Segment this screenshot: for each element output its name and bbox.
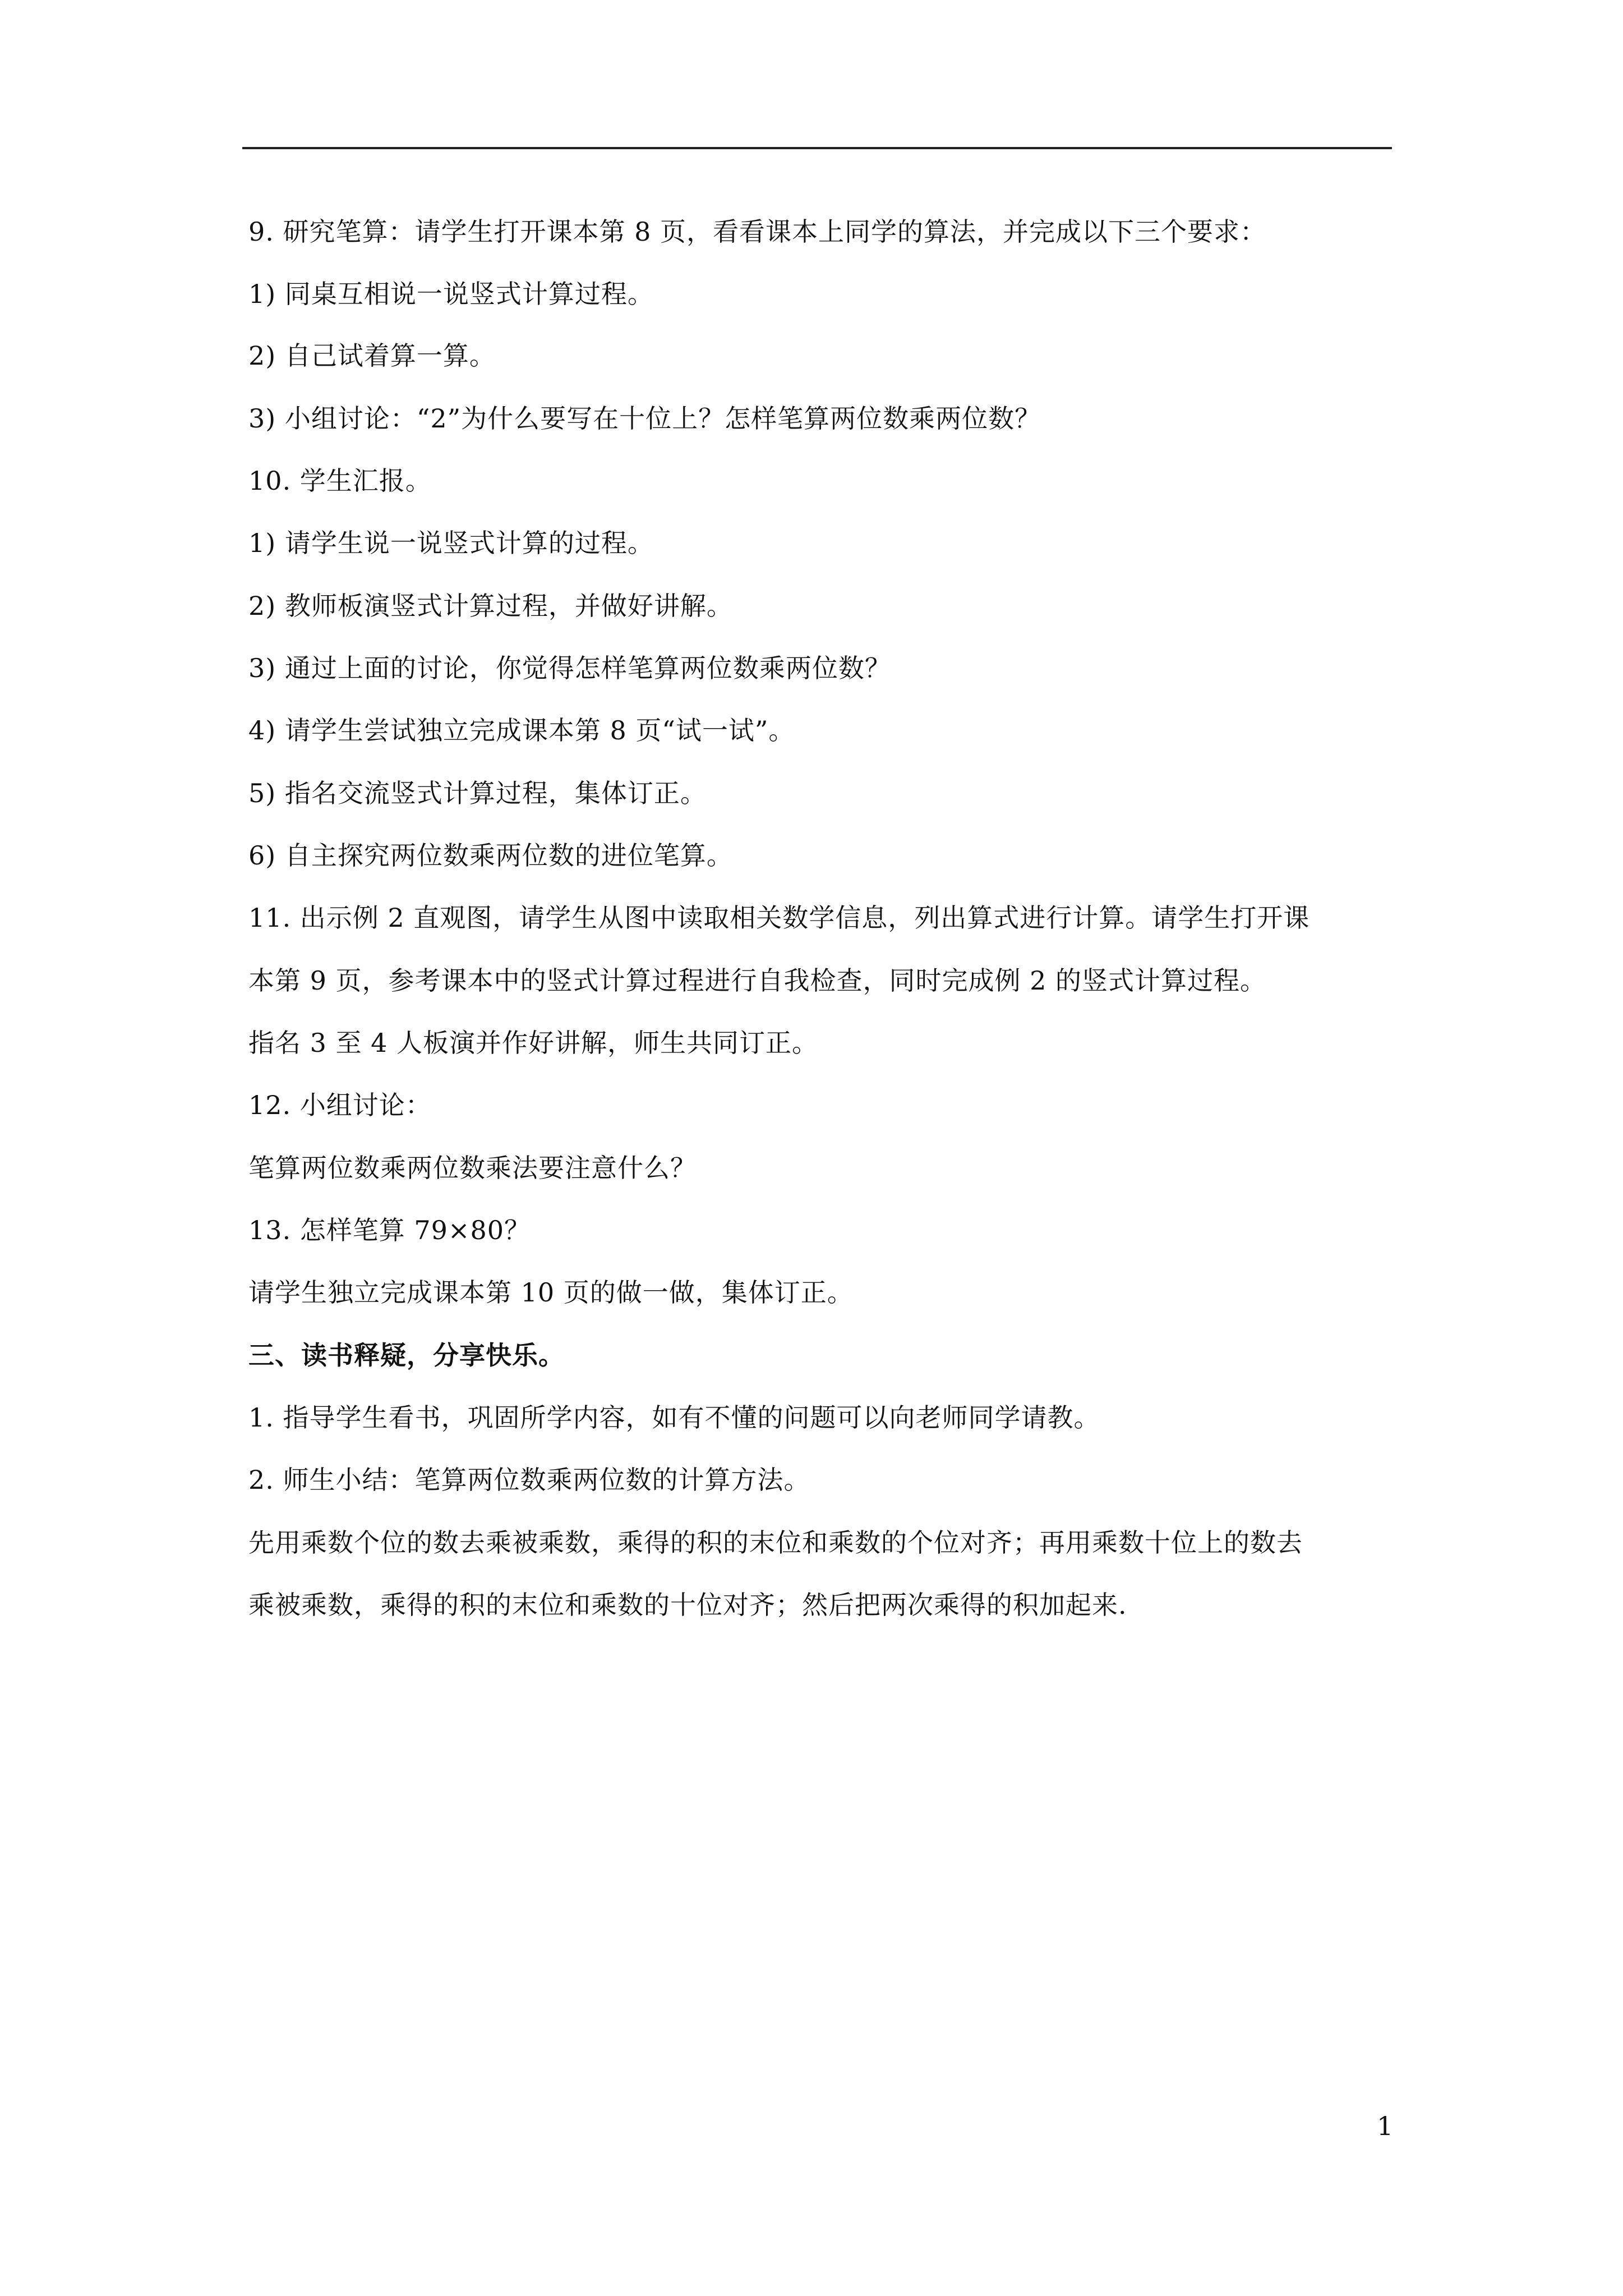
step-10-item-2: 2) 教师板演竖式计算过程，并做好讲解。 (248, 591, 733, 621)
step-10-item-4: 4) 请学生尝试独立完成课本第 8 页“试一试”。 (248, 715, 795, 746)
step-12-line: 12. 小组讨论： (248, 1090, 432, 1120)
page-number: 1 (1377, 2111, 1394, 2141)
step-11-line-3: 指名 3 至 4 人板演并作好讲解，师生共同订正。 (248, 1028, 819, 1058)
header-rule (242, 147, 1392, 149)
step-9-item-2: 2) 自己试着算一算。 (248, 341, 496, 371)
step-9-line: 9. 研究笔算：请学生打开课本第 8 页，看看课本上同学的算法，并完成以下三个要求： (248, 217, 1267, 247)
step-10-item-6: 6) 自主探究两位数乘两位数的进位笔算。 (248, 840, 733, 871)
step-10-item-1: 1) 请学生说一说竖式计算的过程。 (248, 528, 654, 558)
step-10-line: 10. 学生汇报。 (248, 466, 432, 496)
step-11-line-1: 11. 出示例 2 直观图，请学生从图中读取相关数学信息，列出算式进行计算。请学生打开课 (248, 903, 1310, 933)
section-3-item-1: 1. 指导学生看书，巩固所学内容，如有不懂的问题可以向老师同学请教。 (248, 1402, 1100, 1433)
summary-line-1: 先用乘数个位的数去乘被乘数，乘得的积的末位和乘数的个位对齐；再用乘数十位上的数去 (248, 1527, 1303, 1558)
step-13-instruction: 请学生独立完成课本第 10 页的做一做，集体订正。 (248, 1277, 854, 1308)
step-9-item-3: 3) 小组讨论：“2”为什么要写在十位上？怎样笔算两位数乘两位数？ (248, 403, 1041, 434)
step-10-item-5: 5) 指名交流竖式计算过程，集体订正。 (248, 778, 707, 808)
step-11-line-2: 本第 9 页，参考课本中的竖式计算过程进行自我检查，同时完成例 2 的竖式计算过程。 (248, 965, 1267, 996)
summary-line-2: 乘被乘数，乘得的积的末位和乘数的十位对齐；然后把两次乘得的积加起来. (248, 1590, 1127, 1620)
section-3-item-2: 2. 师生小结：笔算两位数乘两位数的计算方法。 (248, 1465, 810, 1495)
step-12-question: 笔算两位数乘两位数乘法要注意什么？ (248, 1153, 697, 1183)
step-10-item-3: 3) 通过上面的讨论，你觉得怎样笔算两位数乘两位数？ (248, 653, 891, 683)
step-9-item-1: 1) 同桌互相说一说竖式计算过程。 (248, 279, 654, 309)
step-13-line: 13. 怎样笔算 79×80？ (248, 1215, 531, 1245)
section-heading-3: 三、读书释疑，分享快乐。 (248, 1340, 565, 1370)
